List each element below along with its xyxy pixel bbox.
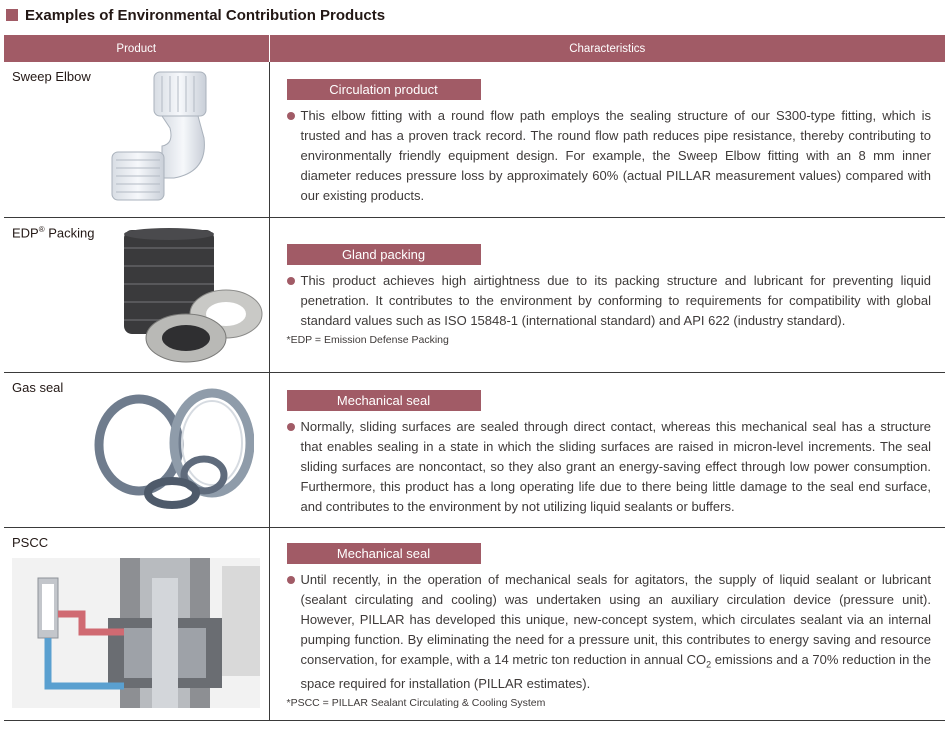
product-name: Gas seal	[12, 379, 64, 395]
table-row	[4, 372, 945, 527]
characteristics-cell	[269, 62, 945, 217]
characteristics-cell	[269, 372, 945, 527]
table-header-row	[4, 35, 945, 62]
product-cell	[4, 372, 269, 527]
bullet-icon	[287, 112, 295, 120]
table-row	[4, 217, 945, 372]
category-badge: Circulation product	[287, 79, 481, 100]
footnote: *PSCC = PILLAR Sealant Circulating & Cooling System	[286, 697, 546, 710]
category-badge: Gland packing	[287, 244, 481, 265]
header-product: Product	[4, 35, 269, 62]
product-description: Until recently, in the operation of mechanical seals for agitators, the supply of liquid sealant or lubricant (sealant circulating and cooling) was undertaken using an auxiliary circulation device (pressure unit). However, PILLAR has developed this unique, new-concept system, which circulates sealant via an internal pumping function. By eliminating the need for a pressure unit, this contributes to energy saving and resource conservation, for example, with a 14 metric ton reduction in annual $CO_2$ emissions and a 70% reduction in the space required for installation (PILLAR estimates).	[287, 570, 932, 695]
gas-seal-image	[94, 383, 254, 518]
product-description: This product achieves high airtightness due to its packing structure and lubricant for preventing liquid penetration. It contributes to the environment by conforming to requirements for compatibility with global standard values such as ISO 15848-1 (international standard) and API 622 (industry standard).	[287, 271, 932, 331]
section-heading	[6, 4, 385, 26]
pscc-system-image	[12, 558, 260, 708]
section-title: Examples of Environmental Contribution Products	[25, 6, 386, 24]
characteristics-cell	[269, 217, 945, 372]
product-name: Sweep Elbow	[12, 69, 91, 84]
heading-square-icon	[6, 9, 18, 21]
product-name: PSCC	[12, 534, 49, 550]
bullet-icon	[287, 423, 295, 431]
product-description: Normally, sliding surfaces are sealed through direct contact, whereas this mechanical seal has a structure that enables sealing in a state in which the sliding surfaces are raised in micron-level increments. The seal sliding surfaces are noncontact, so they also grant an energy-saving effect through low power consumption. Furthermore, this product has a long operating life due to there being little damage to the seal end surface, and contributes to the environment by not utilizing liquid sealants or buffers.	[287, 417, 932, 517]
product-description: This elbow fitting with a round flow path employs the sealing structure of our S300-type fitting, which is trusted and has a proven track record. The round flow path reduces pipe resistance, thereby contributing to environmentally friendly equipment design. For example, the Sweep Elbow fitting with an 8 mm inner diameter reduces pressure loss by approximately 60% (actual PILLAR measurement values) compared with our existing products.	[287, 106, 932, 206]
table-row	[4, 62, 945, 217]
bullet-icon	[287, 277, 295, 285]
category-badge: Mechanical seal	[287, 390, 481, 411]
table-row	[4, 527, 945, 720]
footnote: *EDP = Emission Defense Packing	[286, 333, 449, 346]
characteristics-cell	[269, 527, 945, 720]
product-name: EDP® Packing	[12, 224, 95, 240]
product-cell	[4, 527, 269, 720]
product-cell	[4, 62, 269, 217]
sweep-elbow-image	[104, 68, 254, 210]
products-table	[4, 35, 945, 721]
bullet-icon	[287, 576, 295, 584]
category-badge: Mechanical seal	[287, 543, 481, 564]
edp-packing-image	[116, 226, 266, 366]
header-characteristics: Characteristics	[269, 35, 945, 62]
product-cell	[4, 217, 269, 372]
